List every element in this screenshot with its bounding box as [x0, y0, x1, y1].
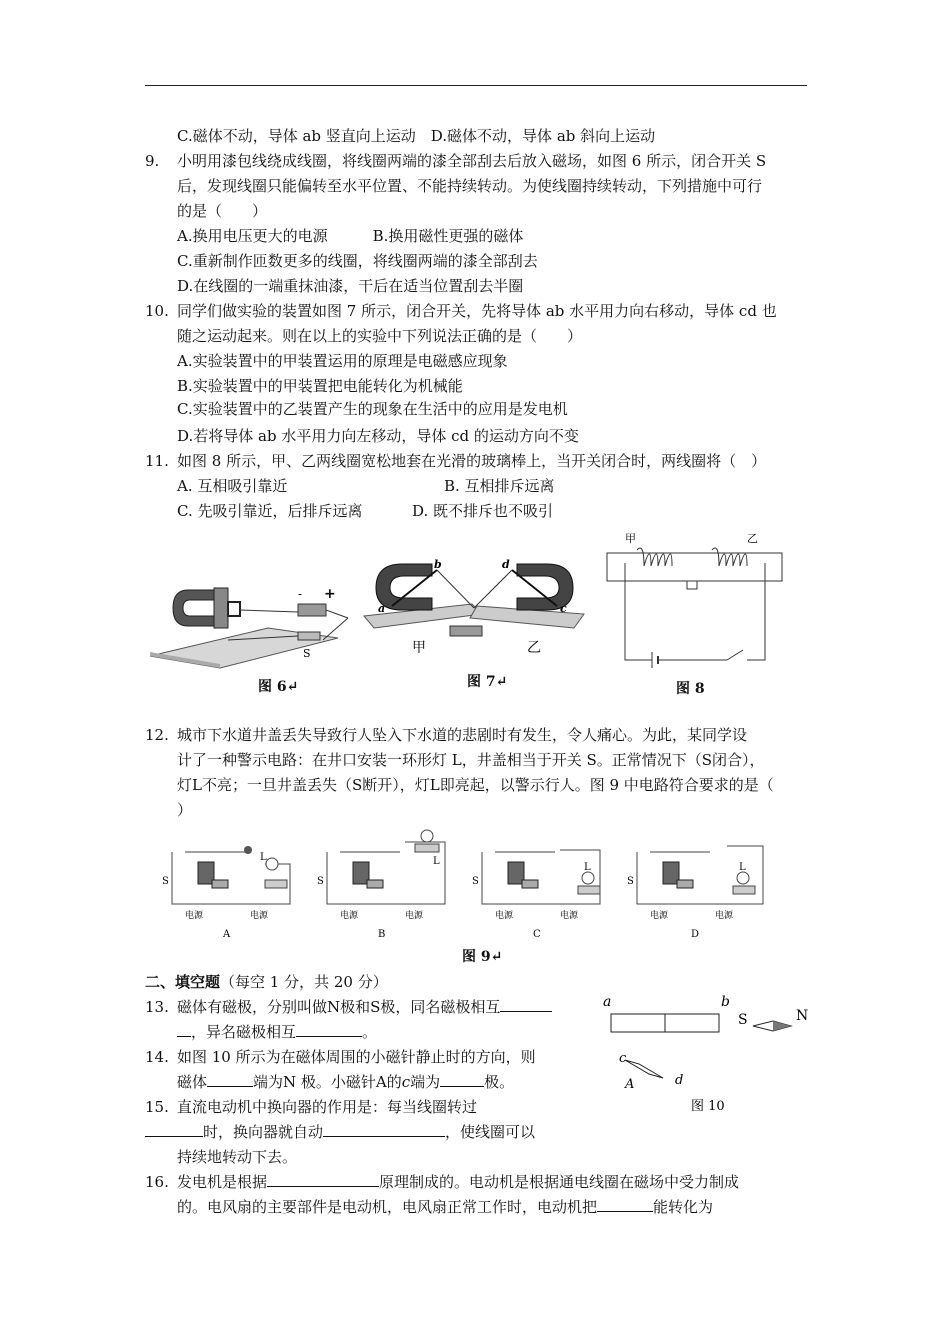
q10-line: 随之运动起来。则在以上的实验中下列说法正确的是（ ）	[177, 327, 583, 345]
fig9-switch-label: S	[317, 876, 324, 887]
q13-text: 磁体有磁极，分别叫做N极和S极，同名磁极相互	[177, 998, 501, 1016]
q10-option: A.实验装置中的甲装置运用的原理是电磁感应现象	[177, 352, 508, 370]
q14-blank-2[interactable]	[440, 1072, 484, 1087]
q14-end-c: c	[401, 1073, 411, 1091]
q10-number: 10.	[145, 302, 169, 320]
fig9-option-b-circuit	[317, 830, 445, 940]
q15-text: ，使线圈可以	[445, 1123, 536, 1141]
fig7-label-b: b	[434, 558, 442, 571]
q11-option-d: D. 既不排斥也不吸引	[412, 502, 554, 520]
q8-options-cd: C.磁体不动，导体 ab 竖直向上运动 D.磁体不动，导体 ab 斜向上运动	[177, 127, 656, 145]
q11-option-c: C. 先吸引靠近，后排斥远离	[177, 502, 363, 520]
q13-line	[177, 1022, 377, 1042]
q12-line: 城市下水道井盖丢失导致行人坠入下水道的悲剧时有发生，令人痛心。为此，某同学设	[177, 726, 748, 744]
fig10-label-a: a	[603, 994, 612, 1010]
fig10-label-A: A	[625, 1077, 635, 1092]
fig9-power-label: 电源	[650, 911, 669, 921]
fig7-label-left: 甲	[412, 640, 426, 656]
fig6-minus: -	[298, 587, 303, 601]
q12-line: ）	[177, 801, 193, 819]
fig9-switch-label: S	[472, 876, 479, 887]
fig9-option-a-circuit	[162, 846, 290, 940]
fig9-power-label: 电源	[250, 911, 269, 921]
fig9-switch-label: S	[162, 876, 169, 887]
fig9-lamp-label: L	[739, 862, 746, 873]
q16-line	[177, 1197, 713, 1217]
figure-6-motor-apparatus	[148, 560, 358, 670]
fig9-option-c-label: C	[533, 929, 541, 940]
fig9-option-d-circuit	[627, 846, 763, 940]
q11-number: 11.	[145, 452, 169, 470]
fig7-label-right: 乙	[527, 640, 541, 656]
fig7-label-a: a	[378, 602, 386, 615]
q13-text: ，异名磁极相互	[191, 1023, 297, 1041]
q13-text: 。	[362, 1023, 378, 1041]
q14-text: 端为N 极。小磁针A的	[253, 1073, 402, 1091]
fig10-needle-A	[625, 1060, 663, 1078]
fig9-power-label: 电源	[495, 911, 514, 921]
fig9-option-a-label: A	[223, 929, 231, 940]
section-2-note: （每空 1 分，共 20 分）	[220, 973, 388, 991]
fig10-label-c: c	[619, 1051, 627, 1066]
fig9-option-c-circuit	[472, 850, 600, 940]
fig9-lamp-label: L	[584, 862, 591, 873]
fig8-label-left: 甲	[625, 532, 636, 545]
q16-text: 发电机是根据	[177, 1173, 268, 1191]
fig9-lamp-label: L	[433, 856, 440, 867]
fig7-label-c: c	[560, 602, 567, 615]
q11-option-a: A. 互相吸引靠近	[177, 477, 288, 495]
q16-text: 能转化为	[653, 1198, 714, 1216]
q13-blank-1[interactable]	[500, 997, 552, 1012]
fig9-caption: 图 9↵	[462, 949, 503, 965]
fig9-power-label: 电源	[560, 911, 579, 921]
fig9-option-d-label: D	[691, 929, 700, 940]
q16-text: 的。电风扇的主要部件是电动机，电风扇正常工作时，电动机把	[177, 1198, 598, 1216]
q15-blank-2[interactable]	[323, 1122, 445, 1137]
q12-line: 灯L不亮；一旦井盖丢失（S断开），灯L即亮起，以警示行人。图 9 中电路符合要求的是（	[177, 776, 774, 794]
q9-option: D.在线圈的一端重抹油漆，干后在适当位置刮去半圈	[177, 277, 524, 295]
q16-blank-1[interactable]	[267, 1172, 379, 1187]
q15-text: 时，换向器就自动	[203, 1123, 324, 1141]
q16-number: 16.	[145, 1173, 169, 1191]
fig9-lamp-label: L	[260, 852, 267, 863]
figure-8-coils-on-rod	[597, 528, 802, 673]
q9-option: C.重新制作匝数更多的线圈，将线圈两端的漆全部刮去	[177, 252, 538, 270]
fig9-power-label: 电源	[340, 911, 359, 921]
q14-text: 磁体	[177, 1073, 208, 1091]
q14-text: 极。	[484, 1073, 515, 1091]
q15-line: 持续地转动下去。	[177, 1148, 298, 1166]
q11-option-b: B. 互相排斥远离	[444, 477, 555, 495]
fig9-switch-label: S	[627, 876, 634, 887]
fig10-label-S: S	[738, 1012, 748, 1028]
q15-line: 直流电动机中换向器的作用是：每当线圈转过	[177, 1098, 478, 1116]
q13-blank-1-cont[interactable]	[177, 1022, 191, 1037]
q14-blank-1[interactable]	[207, 1072, 253, 1087]
q11-line: 如图 8 所示，甲、乙两线圈宽松地套在光滑的玻璃棒上，当开关闭合时，两线圈将（ ）	[177, 452, 767, 470]
q16-blank-2[interactable]	[597, 1197, 653, 1212]
q9-number: 9.	[145, 152, 160, 170]
q10-option: C.实验装置中的乙装置产生的现象在生活中的应用是发电机	[177, 400, 568, 418]
q12-line: 计了一种警示电路：在井口安装一环形灯 L，井盖相当于开关 S。正常情况下（S闭合），	[177, 751, 765, 769]
fig9-power-label: 电源	[185, 911, 204, 921]
fig10-label-b: b	[721, 994, 730, 1010]
fig9-power-label: 电源	[405, 911, 424, 921]
q15-blank-1[interactable]	[145, 1122, 203, 1137]
q10-option: D.若将导体 ab 水平用力向左移动，导体 cd 的运动方向不变	[177, 427, 579, 445]
fig9-power-label: 电源	[715, 911, 734, 921]
q15-number: 15.	[145, 1098, 169, 1116]
q16-text: 原理制成的。电动机是根据通电线圈在磁场中受力制成	[379, 1173, 740, 1191]
fig8-label-right: 乙	[747, 532, 758, 545]
section-2-heading	[145, 972, 388, 992]
q13-number: 13.	[145, 998, 169, 1016]
q14-line	[177, 1072, 514, 1092]
q9-option: A.换用电压更大的电源 B.换用磁性更强的磁体	[177, 227, 524, 245]
q15-line	[145, 1122, 535, 1142]
figure-7-two-devices	[362, 548, 587, 658]
q13-blank-2[interactable]	[296, 1022, 362, 1037]
fig7-caption: 图 7↵	[467, 674, 508, 690]
q9-line: 的是（ ）	[177, 202, 268, 220]
figure-9-circuit-options	[150, 822, 775, 942]
section-2-title: 二、填空题	[145, 973, 221, 991]
q14-line: 如图 10 所示为在磁体周围的小磁针静止时的方向，则	[177, 1048, 536, 1066]
q13-line	[177, 997, 552, 1017]
fig6-caption: 图 6↵	[258, 679, 299, 695]
q9-line: 后，发现线圈只能偏转至水平位置、不能持续转动。为使线圈持续转动，下列措施中可行	[177, 177, 763, 195]
q14-number: 14.	[145, 1048, 169, 1066]
q9-line: 小明用漆包线绕成线圈，将线圈两端的漆全部刮去后放入磁场，如图 6 所示，闭合开关 S	[177, 152, 767, 170]
fig8-caption: 图 8	[676, 681, 705, 697]
header-rule	[145, 85, 807, 86]
fig6-plus: +	[324, 586, 336, 602]
q16-line	[177, 1172, 739, 1192]
q10-option: B.实验装置中的甲装置把电能转化为机械能	[177, 377, 463, 395]
figure-10-magnet-and-needles	[595, 990, 820, 1115]
fig6-switch-label: S	[303, 647, 311, 660]
fig10-label-N: N	[796, 1008, 809, 1024]
fig10-label-d: d	[675, 1073, 684, 1088]
fig10-caption: 图 10	[691, 1099, 725, 1114]
fig7-label-d: d	[502, 558, 510, 571]
q12-number: 12.	[145, 726, 169, 744]
q14-text: 端为	[410, 1073, 441, 1091]
fig9-option-b-label: B	[378, 929, 386, 940]
q10-line: 同学们做实验的装置如图 7 所示，闭合开关，先将导体 ab 水平用力向右移动，导体 cd 也	[177, 302, 777, 320]
